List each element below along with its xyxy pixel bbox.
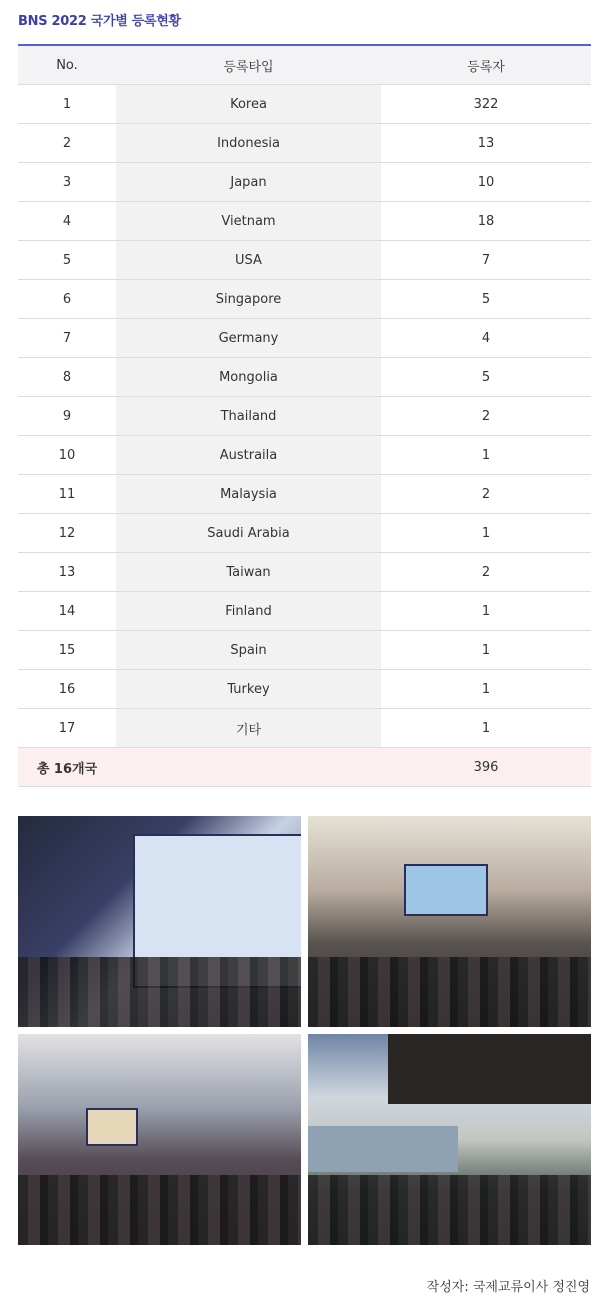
row-count: 2 bbox=[381, 475, 591, 514]
row-no: 10 bbox=[18, 436, 116, 475]
row-no: 4 bbox=[18, 202, 116, 241]
row-count: 1 bbox=[381, 592, 591, 631]
row-no: 8 bbox=[18, 358, 116, 397]
row-count: 2 bbox=[381, 553, 591, 592]
table-row bbox=[18, 553, 591, 592]
total-value: 396 bbox=[381, 748, 591, 787]
row-country: Austraila bbox=[116, 436, 381, 475]
row-count: 1 bbox=[381, 670, 591, 709]
row-country: Finland bbox=[116, 592, 381, 631]
total-row bbox=[18, 748, 591, 787]
row-count: 2 bbox=[381, 397, 591, 436]
header-no: No. bbox=[18, 45, 116, 85]
row-country: Spain bbox=[116, 631, 381, 670]
row-no: 11 bbox=[18, 475, 116, 514]
table-row bbox=[18, 85, 591, 124]
table-row bbox=[18, 397, 591, 436]
row-count: 18 bbox=[381, 202, 591, 241]
row-no: 17 bbox=[18, 709, 116, 748]
row-no: 15 bbox=[18, 631, 116, 670]
table-row bbox=[18, 280, 591, 319]
row-no: 13 bbox=[18, 553, 116, 592]
header-type: 등록타입 bbox=[116, 45, 381, 85]
table-row bbox=[18, 631, 591, 670]
row-no: 6 bbox=[18, 280, 116, 319]
row-country: Vietnam bbox=[116, 202, 381, 241]
row-no: 12 bbox=[18, 514, 116, 553]
row-country: Malaysia bbox=[116, 475, 381, 514]
table-row bbox=[18, 202, 591, 241]
photo-lecture-room bbox=[18, 1034, 301, 1245]
header-count: 등록자 bbox=[381, 45, 591, 85]
row-no: 5 bbox=[18, 241, 116, 280]
table-row bbox=[18, 319, 591, 358]
photo-gallery bbox=[18, 816, 591, 1245]
photo-opening-remarks bbox=[18, 816, 301, 1027]
row-country: Turkey bbox=[116, 670, 381, 709]
row-country: Taiwan bbox=[116, 553, 381, 592]
table-row bbox=[18, 592, 591, 631]
row-country: 기타 bbox=[116, 709, 381, 748]
page-title: BNS 2022 국가별 등록현황 bbox=[18, 14, 181, 29]
total-empty bbox=[116, 748, 381, 787]
row-no: 1 bbox=[18, 85, 116, 124]
row-no: 9 bbox=[18, 397, 116, 436]
row-country: USA bbox=[116, 241, 381, 280]
row-country: Germany bbox=[116, 319, 381, 358]
table-row bbox=[18, 241, 591, 280]
table-row bbox=[18, 475, 591, 514]
row-country: Indonesia bbox=[116, 124, 381, 163]
row-count: 5 bbox=[381, 280, 591, 319]
registration-table bbox=[18, 44, 591, 787]
row-no: 3 bbox=[18, 163, 116, 202]
row-count: 10 bbox=[381, 163, 591, 202]
row-no: 14 bbox=[18, 592, 116, 631]
table-row bbox=[18, 163, 591, 202]
row-count: 13 bbox=[381, 124, 591, 163]
table-row bbox=[18, 436, 591, 475]
photo-conference-hall bbox=[308, 816, 591, 1027]
row-no: 2 bbox=[18, 124, 116, 163]
row-country: Thailand bbox=[116, 397, 381, 436]
table-header-row bbox=[18, 45, 591, 85]
table-row bbox=[18, 514, 591, 553]
total-label: 총 16개국 bbox=[18, 748, 116, 787]
row-count: 1 bbox=[381, 514, 591, 553]
row-count: 1 bbox=[381, 436, 591, 475]
row-country: Singapore bbox=[116, 280, 381, 319]
row-country: Mongolia bbox=[116, 358, 381, 397]
table-row bbox=[18, 124, 591, 163]
row-country: Saudi Arabia bbox=[116, 514, 381, 553]
row-country: Japan bbox=[116, 163, 381, 202]
author-credit: 작성자: 국제교류이사 정진영 bbox=[426, 1280, 590, 1295]
photo-outdoor-terrace bbox=[308, 1034, 591, 1245]
row-count: 322 bbox=[381, 85, 591, 124]
table-row bbox=[18, 358, 591, 397]
row-count: 5 bbox=[381, 358, 591, 397]
row-count: 4 bbox=[381, 319, 591, 358]
table-row bbox=[18, 670, 591, 709]
row-country: Korea bbox=[116, 85, 381, 124]
row-count: 1 bbox=[381, 631, 591, 670]
row-no: 7 bbox=[18, 319, 116, 358]
row-no: 16 bbox=[18, 670, 116, 709]
row-count: 7 bbox=[381, 241, 591, 280]
row-count: 1 bbox=[381, 709, 591, 748]
table-row bbox=[18, 709, 591, 748]
